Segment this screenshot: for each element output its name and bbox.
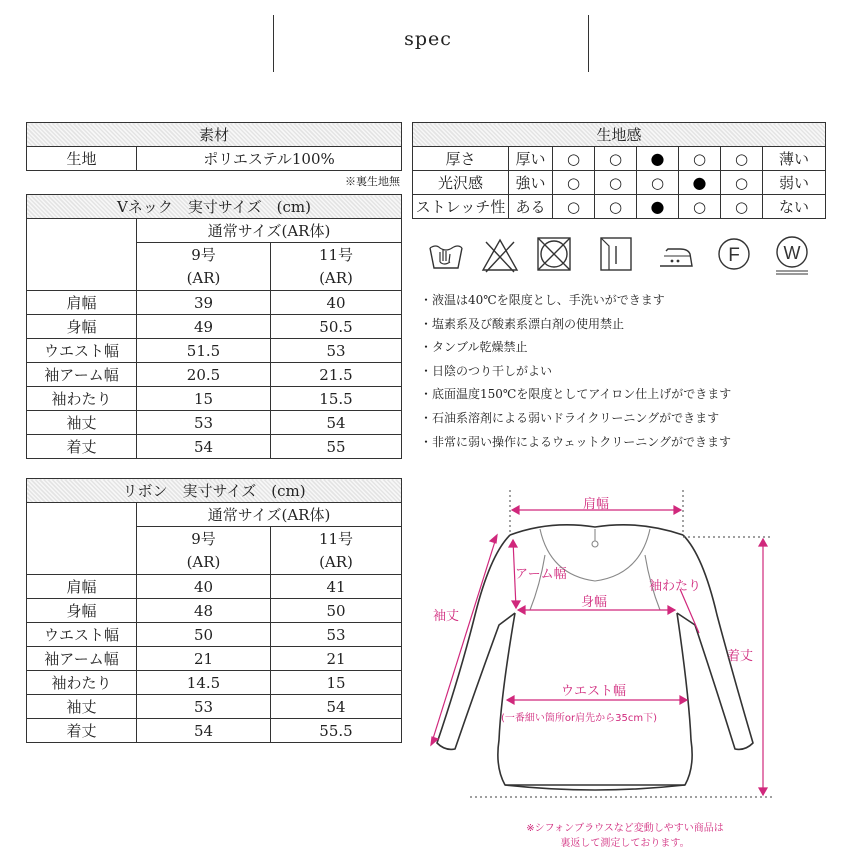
vneck-size-9-sub: (AR) <box>137 267 271 291</box>
cell: 15 <box>137 387 271 411</box>
diagram-label-sleeve-width: 袖わたり <box>649 579 702 594</box>
cell: 15.5 <box>271 387 402 411</box>
cell: 53 <box>137 695 271 719</box>
feel-mark: ○ <box>679 147 721 171</box>
table-row <box>27 435 402 459</box>
cell: 50 <box>137 623 271 647</box>
cell: 20.5 <box>137 363 271 387</box>
row-label: 袖アーム幅 <box>27 647 137 671</box>
cell: 54 <box>271 411 402 435</box>
row-label: 身幅 <box>27 315 137 339</box>
no-bleach-icon <box>478 232 522 276</box>
feel-mark: ○ <box>553 195 595 219</box>
dry-clean-f-icon <box>712 232 756 276</box>
table-row <box>27 719 402 743</box>
list-item: ・底面温度150℃を限度としてアイロン仕上げができます <box>420 387 732 402</box>
feel-right: ない <box>763 195 826 219</box>
cell: 39 <box>137 291 271 315</box>
cell: 54 <box>137 435 271 459</box>
material-row-label: 生地 <box>27 147 137 171</box>
feel-mark: ○ <box>595 195 637 219</box>
feel-mark-selected: ● <box>679 171 721 195</box>
care-icons-row <box>420 232 820 282</box>
cell: 21.5 <box>271 363 402 387</box>
feel-left: 厚い <box>509 147 553 171</box>
care-notes-list <box>420 292 830 457</box>
cell: 41 <box>271 575 402 599</box>
diagram-label-arm-hole: アーム幅 <box>515 567 567 582</box>
ribbon-size-9-sub: (AR) <box>137 551 271 575</box>
list-item: ・日陰のつり干しがよい <box>420 363 553 378</box>
line-dry-shade-icon <box>594 232 638 276</box>
table-row <box>27 671 402 695</box>
table-row <box>27 387 402 411</box>
ribbon-size-group: 通常サイズ(AR体) <box>137 503 402 527</box>
cell: 15 <box>271 671 402 695</box>
diagram-footnote-line1: ※シフォンブラウスなど変動しやすい商品は <box>526 823 724 834</box>
cell: 55 <box>271 435 402 459</box>
feel-mark: ○ <box>595 147 637 171</box>
vneck-corner-cell <box>27 219 137 291</box>
row-label: 着丈 <box>27 719 137 743</box>
list-item: ・石油系溶剤による弱いドライクリーニングができます <box>420 410 720 425</box>
no-tumble-dry-icon <box>532 232 576 276</box>
cell: 54 <box>271 695 402 719</box>
diagram-label-length: 着丈 <box>727 649 754 664</box>
wet-clean-letter: W <box>783 243 801 263</box>
table-row <box>27 315 402 339</box>
row-label: 肩幅 <box>27 291 137 315</box>
cell: 53 <box>271 339 402 363</box>
feel-label: 厚さ <box>413 147 509 171</box>
feel-row-thickness <box>413 147 826 171</box>
diagram-label-body-width: 身幅 <box>581 595 608 610</box>
measurement-diagram <box>415 485 835 850</box>
lining-note: ※裏生地無 <box>345 175 400 188</box>
cell: 50.5 <box>271 315 402 339</box>
table-row <box>27 411 402 435</box>
diagram-label-sleeve-length: 袖丈 <box>433 609 460 624</box>
cell: 53 <box>271 623 402 647</box>
vneck-size-11-sub: (AR) <box>271 267 402 291</box>
cell: 48 <box>137 599 271 623</box>
diagram-footnote-line2: 裏返して測定しております。 <box>560 838 690 849</box>
cell: 55.5 <box>271 719 402 743</box>
ribbon-size-11: 11号 <box>271 527 402 551</box>
vneck-size-11: 11号 <box>271 243 402 267</box>
diagram-waist-note: (一番細い箇所or肩先から35cm下) <box>501 713 657 724</box>
vneck-size-group: 通常サイズ(AR体) <box>137 219 402 243</box>
row-label: 袖わたり <box>27 671 137 695</box>
fabric-feel-table <box>412 122 826 219</box>
row-label: ウエスト幅 <box>27 623 137 647</box>
ribbon-size-11-sub: (AR) <box>271 551 402 575</box>
diagram-label-waist: ウエスト幅 <box>561 684 627 699</box>
title-right-rule <box>588 15 589 72</box>
cell: 51.5 <box>137 339 271 363</box>
ribbon-corner-cell <box>27 503 137 575</box>
feel-row-gloss <box>413 171 826 195</box>
feel-mark: ○ <box>721 195 763 219</box>
cell: 50 <box>271 599 402 623</box>
vneck-size-table <box>26 194 402 459</box>
cell: 53 <box>137 411 271 435</box>
page-title: spec <box>404 28 452 50</box>
fabric-feel-header: 生地感 <box>413 123 826 147</box>
feel-mark: ○ <box>721 147 763 171</box>
feel-label: 光沢感 <box>413 171 509 195</box>
feel-label: ストレッチ性 <box>413 195 509 219</box>
vneck-header: Vネック 実寸サイズ (cm) <box>27 195 402 219</box>
cell: 54 <box>137 719 271 743</box>
cell: 40 <box>271 291 402 315</box>
list-item: ・塩素系及び酸素系漂白剤の使用禁止 <box>420 316 625 331</box>
cell: 21 <box>137 647 271 671</box>
row-label: 肩幅 <box>27 575 137 599</box>
feel-mark: ○ <box>595 171 637 195</box>
table-row <box>27 575 402 599</box>
row-label: 袖アーム幅 <box>27 363 137 387</box>
vneck-size-9: 9号 <box>137 243 271 267</box>
ribbon-size-table <box>26 478 402 743</box>
cell: 40 <box>137 575 271 599</box>
hand-wash-40-icon <box>424 232 468 276</box>
material-row-value: ポリエステル100% <box>137 147 402 171</box>
feel-mark: ○ <box>553 171 595 195</box>
feel-left: ある <box>509 195 553 219</box>
feel-mark-selected: ● <box>637 147 679 171</box>
row-label: 着丈 <box>27 435 137 459</box>
feel-mark: ○ <box>679 195 721 219</box>
feel-right: 弱い <box>763 171 826 195</box>
cell: 14.5 <box>137 671 271 695</box>
dry-clean-letter: F <box>728 245 740 266</box>
ribbon-size-9: 9号 <box>137 527 271 551</box>
iron-medium-icon <box>654 232 698 276</box>
table-row <box>27 647 402 671</box>
list-item: ・液温は40℃を限度とし、手洗いができます <box>420 293 665 307</box>
feel-right: 薄い <box>763 147 826 171</box>
table-row <box>27 363 402 387</box>
feel-mark: ○ <box>637 171 679 195</box>
table-row <box>27 291 402 315</box>
table-row <box>27 623 402 647</box>
table-row <box>27 695 402 719</box>
row-label: 身幅 <box>27 599 137 623</box>
feel-row-stretch <box>413 195 826 219</box>
row-label: 袖丈 <box>27 695 137 719</box>
ribbon-header: リボン 実寸サイズ (cm) <box>27 479 402 503</box>
cell: 49 <box>137 315 271 339</box>
material-table <box>26 122 402 171</box>
row-label: 袖わたり <box>27 387 137 411</box>
feel-mark: ○ <box>553 147 595 171</box>
feel-left: 強い <box>509 171 553 195</box>
cell: 21 <box>271 647 402 671</box>
row-label: ウエスト幅 <box>27 339 137 363</box>
diagram-label-shoulder: 肩幅 <box>583 497 610 512</box>
feel-mark-selected: ● <box>637 195 679 219</box>
feel-mark: ○ <box>721 171 763 195</box>
table-row <box>27 339 402 363</box>
row-label: 袖丈 <box>27 411 137 435</box>
wet-clean-w-icon <box>770 232 814 276</box>
blouse-illustration <box>415 485 835 850</box>
list-item: ・タンブル乾燥禁止 <box>420 340 528 355</box>
list-item: ・非常に弱い操作によるウェットクリーニングができます <box>420 434 732 449</box>
title-left-rule <box>273 15 274 72</box>
material-header: 素材 <box>27 123 402 147</box>
table-row <box>27 599 402 623</box>
